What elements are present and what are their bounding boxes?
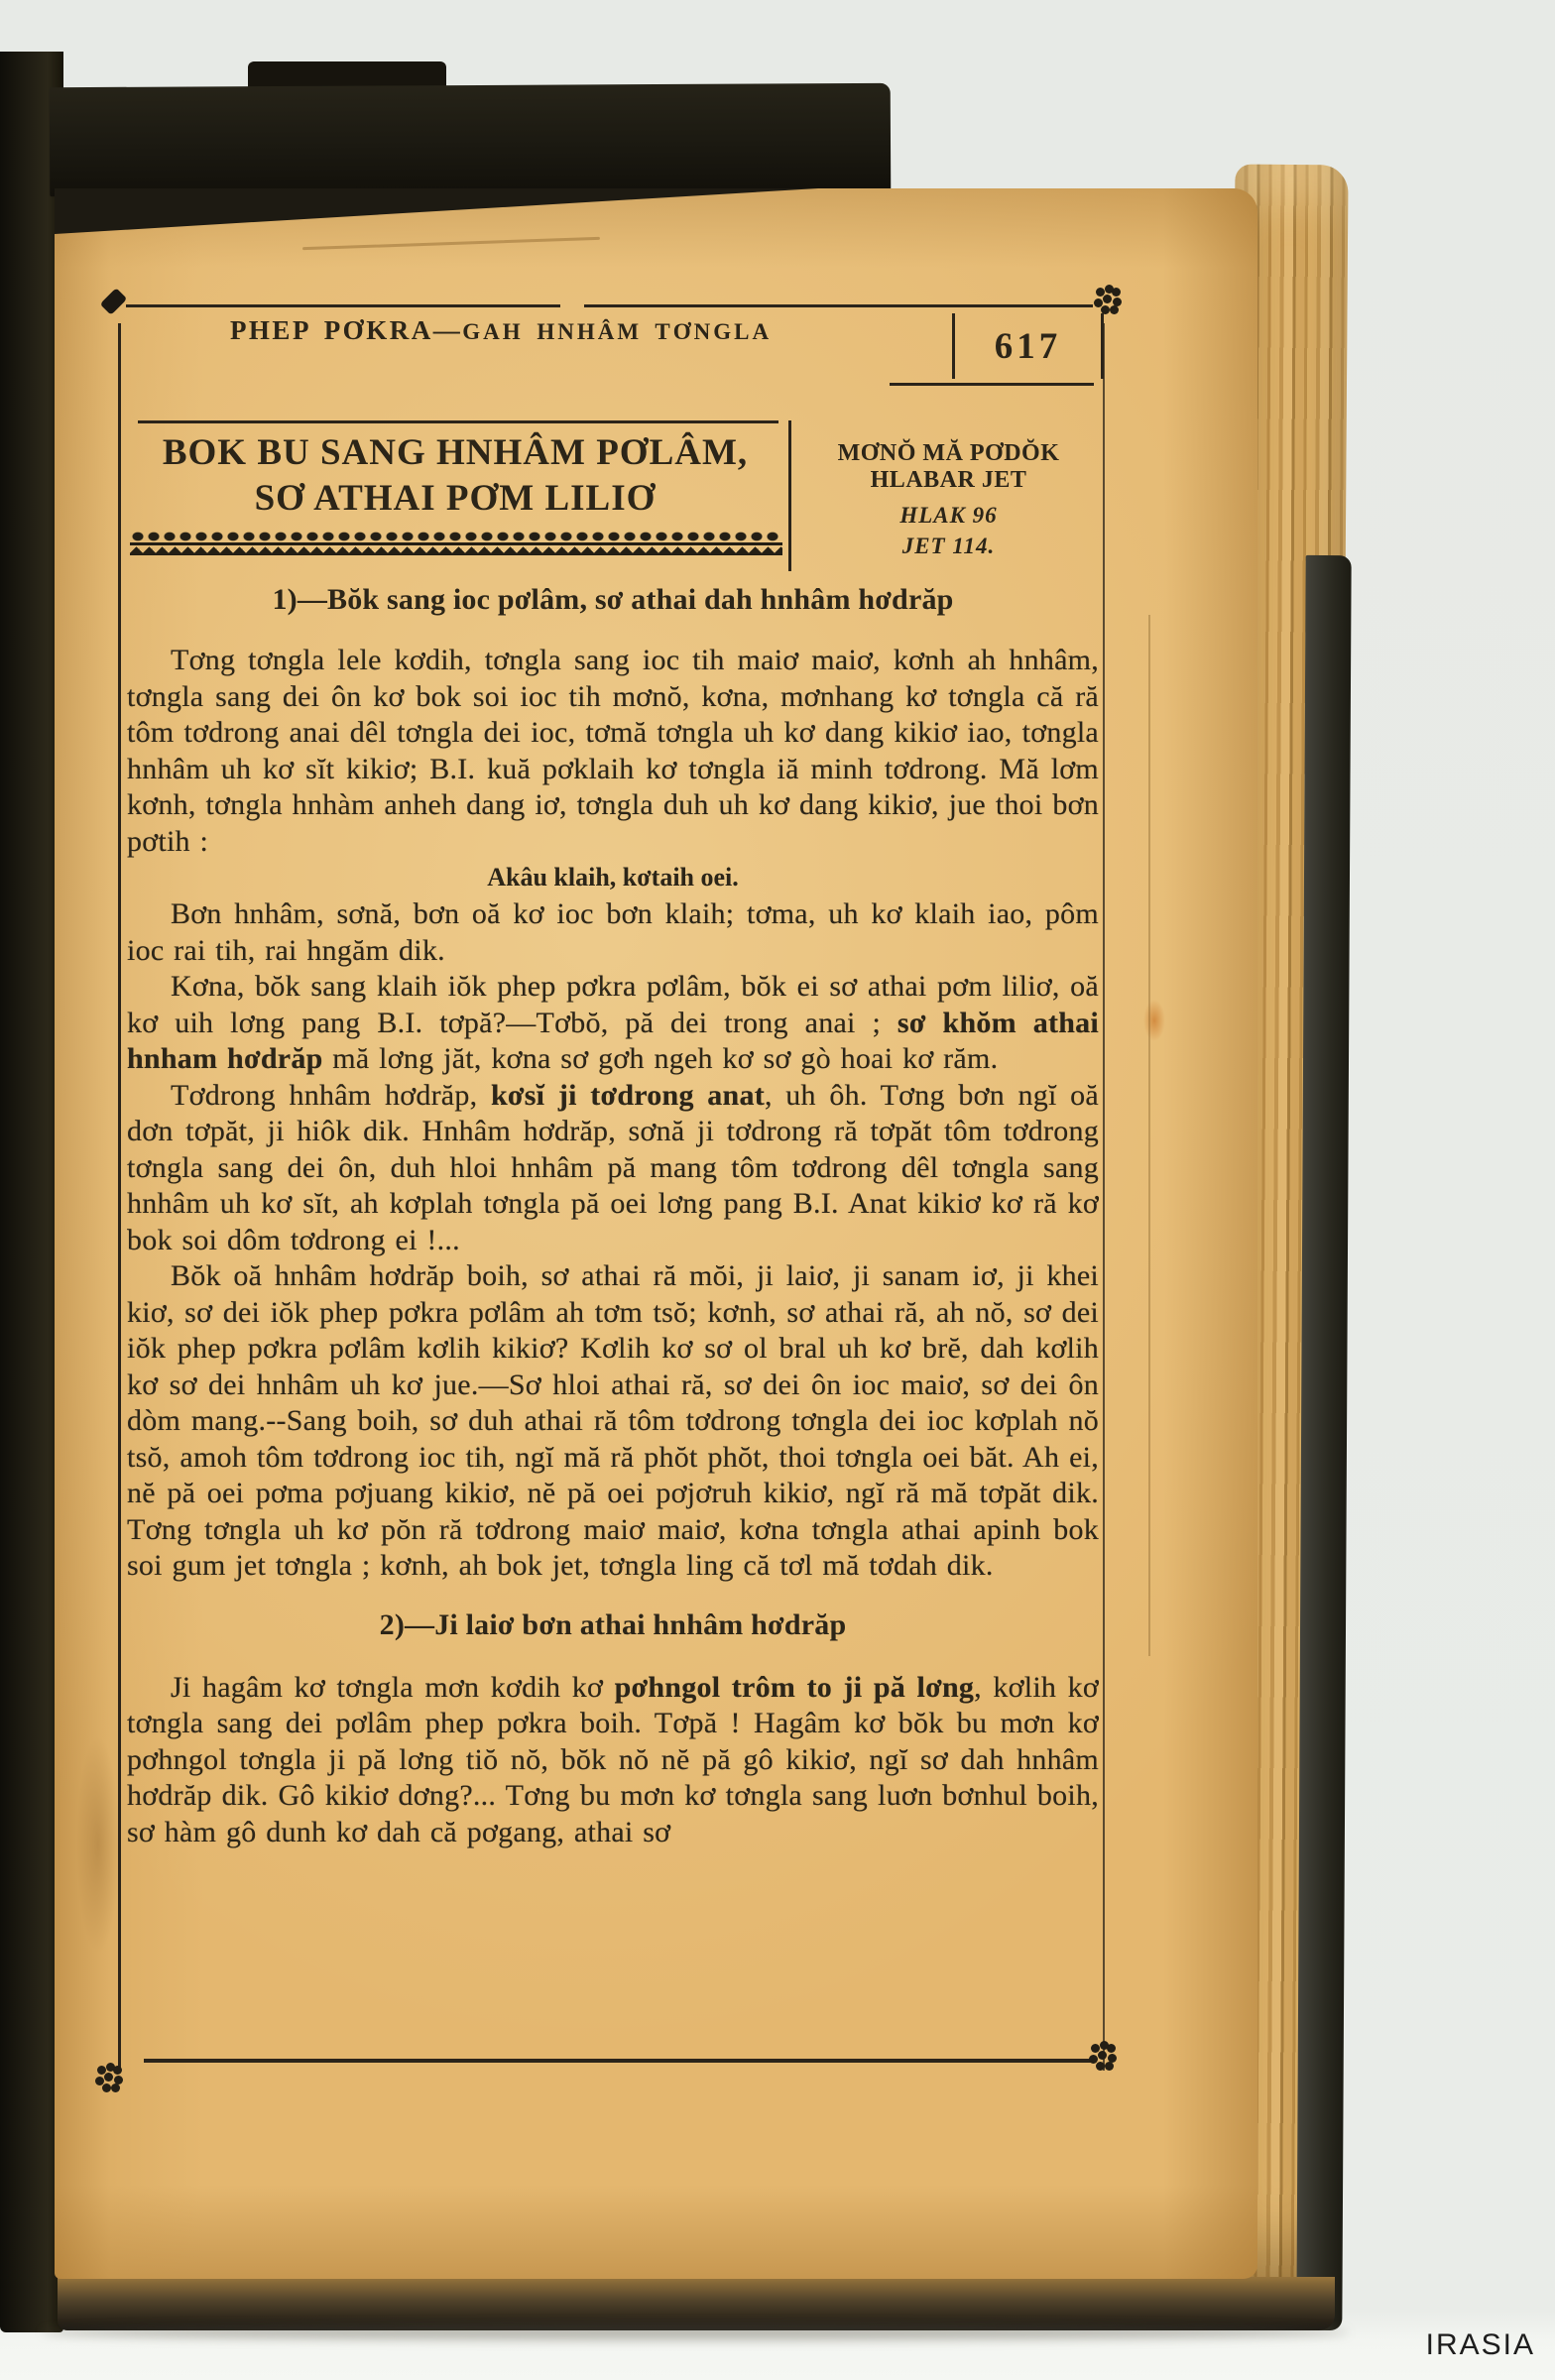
title-top-rule — [138, 420, 778, 423]
page-number-underline — [890, 383, 1094, 386]
section-2-heading: 2)—Ji laiơ bơn athai hnhâm hơdrăp — [379, 1607, 847, 1641]
reference-line-2: HLAK 96 — [899, 503, 998, 528]
running-title-sub: GAH HNHÂM TƠNGLA — [462, 319, 773, 344]
back-cover-edge — [1296, 555, 1351, 2330]
running-title — [154, 315, 848, 346]
book-page — [55, 188, 1257, 2279]
irasia-watermark: IRASIA — [1425, 2328, 1535, 2361]
running-title-dash: — — [432, 315, 463, 345]
paper-stain-left — [76, 1735, 120, 1954]
footer-rule — [144, 2059, 1094, 2063]
paragraph-3 — [127, 969, 1099, 1078]
header-rule — [126, 304, 1093, 307]
section-1-heading: 1)—Bŏk sang ioc pơlâm, sơ athai dah hnhâm hơdrăp — [272, 583, 954, 616]
article-title — [122, 420, 788, 597]
article-title-box — [122, 420, 1106, 597]
reference-line-1: MƠNŎ MĂ PƠDŎK HLABAR JET — [837, 440, 1060, 493]
reference-line-3: JET 114. — [901, 534, 996, 558]
paragraph-6-bold-phrase: pơhngol trôm to ji pă lơng — [614, 1670, 975, 1704]
paper-scratch — [302, 237, 600, 250]
flower-ornament-bottom-left — [104, 2073, 113, 2082]
paragraph-6-text: Ji hagâm kơ tơngla mơn kơdih kơ — [171, 1670, 615, 1704]
paragraph-3-text: Kơna, bŏk sang klaih iŏk phep pơkra pơlâm, bŏk ei sơ athai pơm liliơ, oă kơ uih lơng pang B.I. tơpă?—Tơbŏ, pă dei trong anai ; — [127, 970, 1099, 1039]
flower-ornament-top-right — [1103, 295, 1112, 303]
running-title-main: PHEP PƠKRA — [229, 315, 433, 345]
book-cast-shadow — [42, 2324, 1349, 2340]
reference-note — [791, 420, 1106, 597]
paragraph-4-text-end: , uh ôh. Tơng bơn ngĭ oă dơn tơpăt, ji hiôk dik. Hnhâm hơdrăp, sơnă ji tơdrong ră tơpăt tôm tơdrong tơngla sang dei ôn, duh hloi hnhâm pă mang tôm tơdrong dêl tơngla sang hnhâm uh kơ sĭt, ah kơplah tơngla pă oei lơng pang B.I. Anat kikiơ kơ ră kơ bok soi dôm tơdrong ei !... — [127, 1078, 1099, 1256]
title-line-2: SƠ ATHAI PƠM LILIƠ — [254, 478, 657, 519]
paragraph-4-text: Tơdrong hnhâm hơdrăp, — [171, 1078, 491, 1112]
book-bottom-edge-shadow — [58, 2277, 1335, 2330]
flower-ornament-bottom-right — [1098, 2051, 1107, 2060]
paragraph-5: Bŏk oă hnhâm hơdrăp boih, sơ athai ră mŏi, ji laiơ, ji sanam iơ, ji khei kiơ, sơ dei iŏk phep pơkra pơlâm ah tơm tsŏ; kơnh, sơ athai ră, ah nŏ, sơ dei iŏk phep pơkra pơlâm kơlih kikiơ? Kơlih kơ sơ ol bral uh kơ brĕ, dah kơlih kơ sơ dei hnhâm uh kơ jue.—Sơ hloi athai ră, sơ dei ôn ioc maiơ, sơ dei ôn dòm mang.--Sang boih, sơ duh athai ră tôm tơdrong tơngla dei ioc kơplah nŏ tsŏ, amoh tôm tơdrong ioc tih, ngĭ mă ră phŏt phŏt, thoi tơngla oei băt. Ah ei, nĕ pă oei pơma pơjuang kikiơ, nĕ pă oei pơjơruh kikiơ, ngĭ ră mă tơpăt dik. Tơng tơngla uh kơ pŏn ră tơdrong maiơ maiơ, kơna tơngla athai apinh bok soi gum jet tơngla ; kơnh, ah bok jet, tơngla ling că tơl mă tơdah dik. — [127, 1259, 1099, 1582]
paragraph-3-bold-phrase: sơ khŏm athai hnham hơdrăp — [127, 1006, 1099, 1075]
cover-slant-wedge — [55, 188, 818, 234]
paragraph-6 — [127, 1670, 1099, 1851]
page-number: 617 — [994, 325, 1062, 367]
paragraph-2: Bơn hnhâm, sơnă, bơn oă kơ ioc bơn klaih; tơma, uh kơ klaih iao, pôm ioc rai tih, rai hngăm dik. — [127, 897, 1099, 967]
paragraph-6-text-end: , kơlih kơ tơngla sang dei pơlâm phep pơkra boih. Tơpă ! Hagâm kơ bŏk bu mơn kơ pơhngol tơngla ji pă lơng tiŏ nŏ, bŏk nŏ nĕ pă gô kikiơ, ngĭ sơ dah hnhâm hơdrăp dik. Gô kikiơ dơng?... Tơng bu mơn kơ tơngla sang luơn bơnhul boih, sơ hàm gô dunh kơ dah că pơgang, athai sơ — [127, 1670, 1099, 1848]
page-body-text — [127, 579, 1099, 2057]
paragraph-4 — [127, 1078, 1099, 1259]
ornamental-lace-border — [130, 531, 782, 557]
title-line-1: BOK BU SANG HNHÂM PƠLÂM, — [162, 432, 749, 473]
page-number-box — [952, 313, 1104, 379]
diamond-ornament — [100, 288, 128, 315]
text-frame-left-border — [118, 323, 121, 2071]
book-cover-top-edge — [50, 83, 892, 196]
paper-stain — [1143, 1000, 1165, 1041]
paragraph-4-bold-phrase: kơsĭ ji tơdrong anat — [490, 1078, 765, 1112]
paper-fold-line — [1148, 615, 1150, 1656]
verse-line: Akâu klaih, kơtaih oei. — [487, 863, 739, 892]
paragraph-1: Tơng tơngla lele kơdih, tơngla sang ioc tih maiơ maiơ, kơnh ah hnhâm, tơngla sang dei ôn kơ bok soi ioc tih mơnŏ, kơna, mơnhang kơ tơngla că ră tôm tơdrong anai dêl tơngla dei ioc, tơmă tơngla uh kơ dang kikiơ iao, tơngla hnhâm uh kơ sĭt kikiơ; B.I. kuă pơklaih kơ tơngla iă minh tơdrong. Mă lơm kơnh, tơngla hnhàm anheh dang iơ, tơngla duh uh kơ dang kikiơ, jue thoi bơn pơtih : — [127, 644, 1099, 858]
paragraph-3-text-end: mă lơng jăt, kơna sơ gơh ngeh kơ sơ gò hoai kơ răm. — [322, 1042, 999, 1075]
